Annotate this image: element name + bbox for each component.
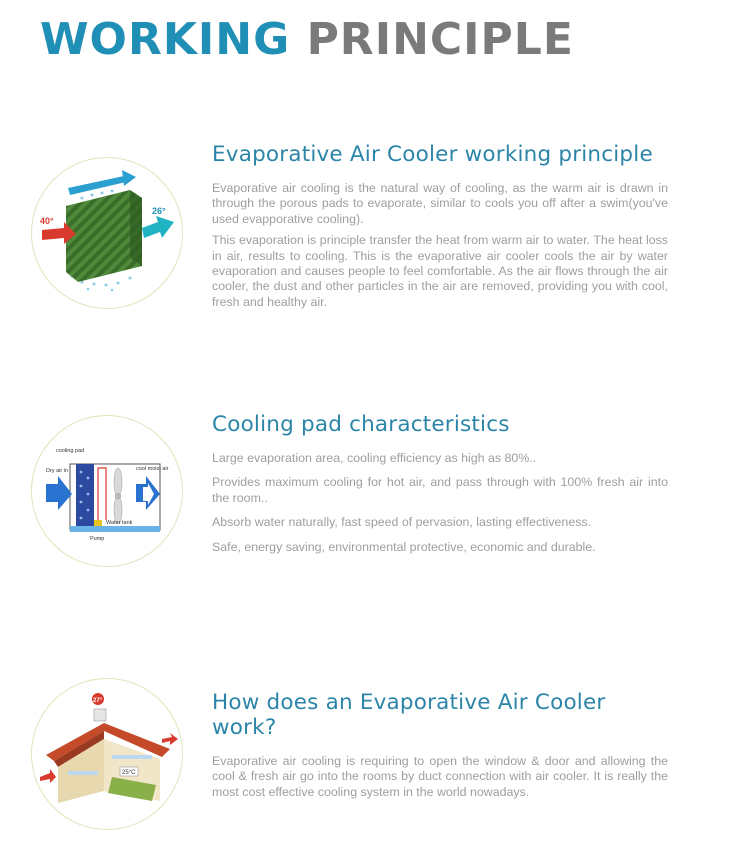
fan-icon bbox=[114, 468, 122, 524]
section-how-it-works bbox=[212, 690, 668, 806]
section-paragraph: Absorb water naturally, fast speed of pervasion, lasting effectiveness. bbox=[212, 515, 592, 530]
cooling-pad-illustration bbox=[31, 157, 183, 309]
temp-out-label: 26° bbox=[152, 206, 166, 216]
cool-air-arrow bbox=[136, 476, 160, 510]
section-paragraph: Evaporative air cooling is the natural way of cooling, as the warm air is drawn in through the porous pads to evaporate, similar to cools you off after a swim(you've used evapporative cooling). bbox=[212, 181, 668, 226]
water-tank bbox=[70, 526, 160, 532]
cooler-unit bbox=[94, 709, 106, 721]
dry-air-arrow bbox=[46, 476, 72, 510]
temp-roof-label: 27° bbox=[93, 698, 103, 704]
temp-in-label: 40° bbox=[40, 216, 54, 226]
temp-room-label: 25°C bbox=[122, 770, 136, 776]
label-cooling-pad: cooling pad bbox=[56, 448, 85, 454]
section-paragraph: Evaporative air cooling is requiring to open the window & door and allowing the cool & fresh air go into the rooms by duct connection with air cooler. It is really the most cost effective cooling system in the world nowadays. bbox=[212, 754, 668, 799]
section-paragraph: Safe, energy saving, environmental protective, economic and durable. bbox=[212, 539, 596, 554]
cool-air-arrow bbox=[142, 216, 174, 238]
section-pad-characteristics bbox=[212, 412, 668, 564]
pump-block bbox=[94, 520, 102, 526]
label-cool-air: cool moist air bbox=[136, 466, 169, 472]
section-paragraph: Large evaporation area, cooling efficiency as high as 80%.. bbox=[212, 451, 537, 465]
section-heading: How does an Evaporative Air Cooler work? bbox=[212, 690, 606, 740]
label-dry-air: Dry air in bbox=[46, 468, 69, 474]
section-paragraph: This evaporation is principle transfer the heat from warm air to water. The heat loss in air, results to cooling. This is the evaporative air cooler cools the air by water evaporation and causes people to feel comfortable. As the air flows through the air cooler, the dust and other particles in the air are removed, providing you with cool, fresh and healthy air. bbox=[212, 233, 668, 309]
section-heading: Evaporative Air Cooler working principle bbox=[212, 142, 653, 167]
house-illustration bbox=[31, 678, 183, 830]
section-working-principle bbox=[212, 142, 668, 316]
title-word-principle: PRINCIPLE bbox=[306, 14, 574, 65]
pad-block bbox=[66, 190, 142, 282]
section-heading: Cooling pad characteristics bbox=[212, 412, 510, 437]
cooling-pad-diagram bbox=[31, 415, 183, 567]
section-paragraph: Provides maximum cooling for hot air, and pass through with 100% fresh air into the room.. bbox=[212, 475, 668, 505]
page-title bbox=[40, 14, 574, 65]
title-word-working: WORKING bbox=[40, 14, 291, 65]
pad-panel bbox=[76, 464, 94, 526]
label-pump: Pump bbox=[90, 536, 105, 542]
label-water-tank: Water tank bbox=[106, 520, 133, 526]
water-pipe bbox=[98, 468, 106, 524]
